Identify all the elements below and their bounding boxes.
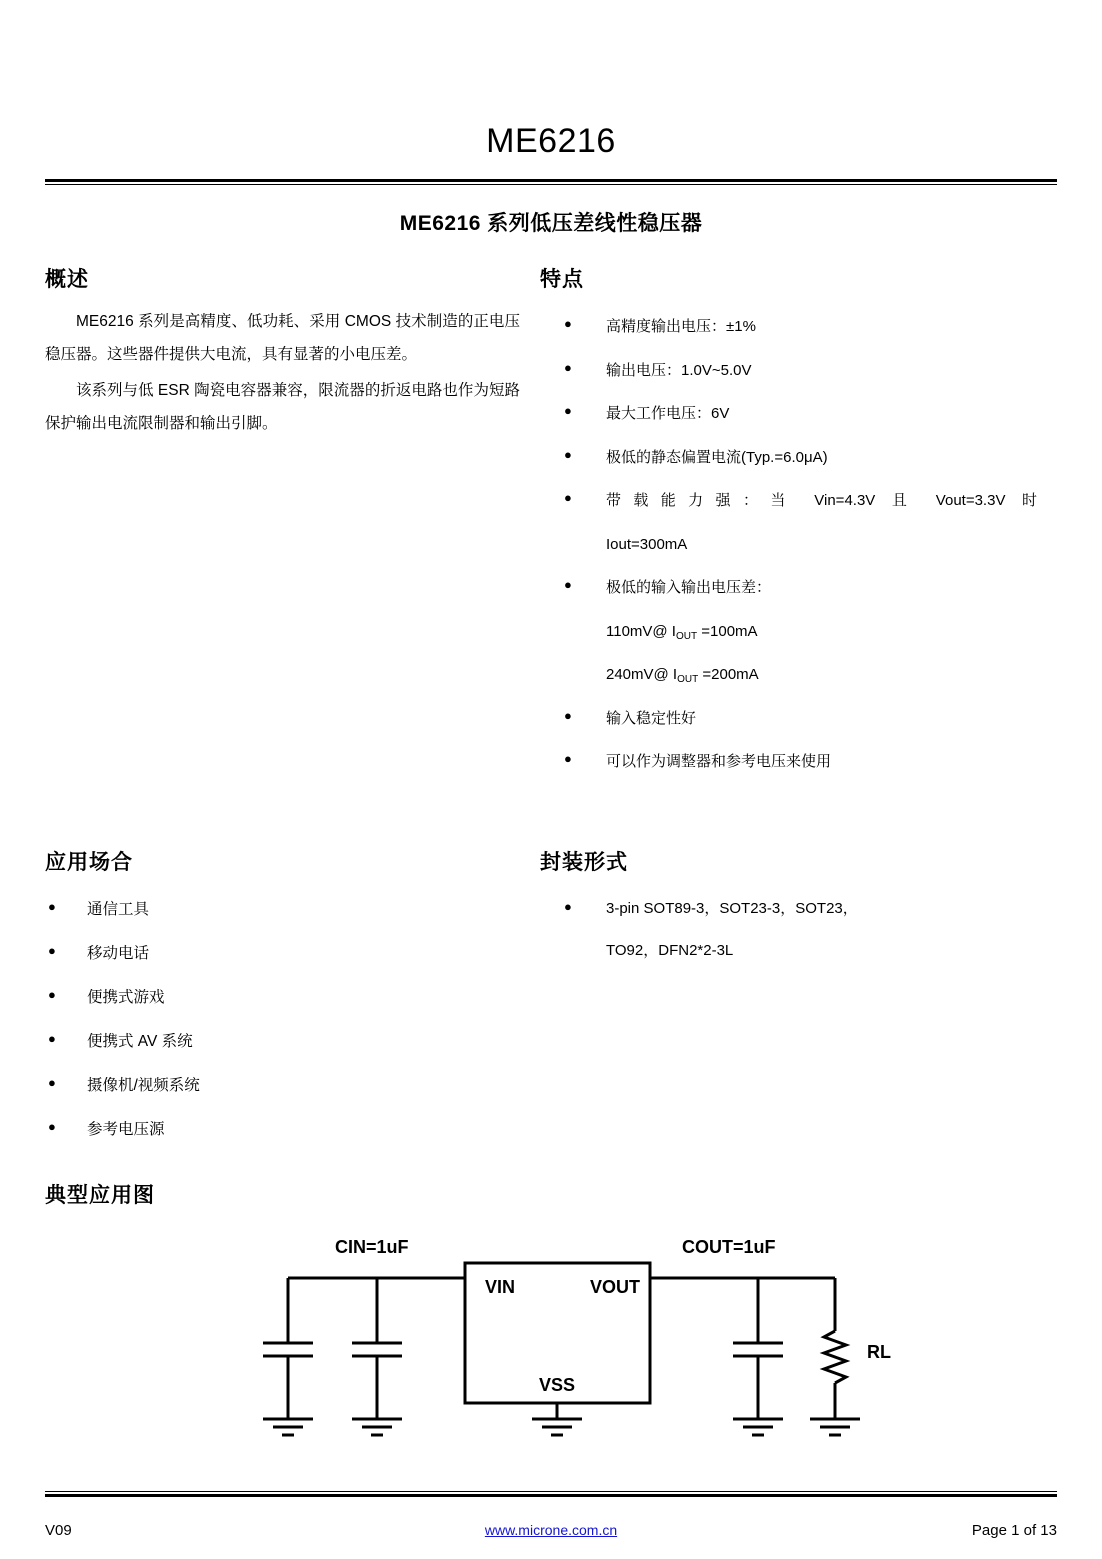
circuit-svg: [45, 1223, 1057, 1483]
overview-paragraph-2: 该系列与低 ESR 陶瓷电容器兼容，限流器的折返电路也作为短路保护输出电流限制器和输出引脚。: [45, 381, 520, 432]
label-vss: VSS: [538, 1374, 576, 1395]
feature-text: 极低的静态偏置电流(Typ.=6.0μA): [606, 448, 828, 466]
applications-list: [45, 888, 520, 1153]
feature-text: 极低的输入输出电压差：: [606, 579, 772, 596]
list-item: [540, 305, 1037, 349]
overview-column: [45, 263, 540, 784]
label-cout: COUT=1uF: [682, 1236, 776, 1257]
bullet-icon: ●: [48, 942, 56, 958]
title-divider: [45, 179, 1057, 185]
applications-column: [45, 846, 540, 1153]
feature-text: 最大工作电压：6V: [606, 405, 730, 422]
application-text: 通信工具: [87, 900, 150, 918]
top-columns: [45, 263, 1057, 784]
list-item: [45, 932, 520, 976]
feature-subtext: Iout=300mA: [606, 535, 688, 553]
ground-symbol-cin: [352, 1419, 402, 1435]
resistor-rl: [824, 1331, 846, 1383]
ground-symbol-rl: [810, 1419, 860, 1435]
middle-columns: [45, 846, 1057, 1153]
ground-symbol-source: [263, 1419, 313, 1435]
overview-paragraph-1: ME6216 系列是高精度、低功耗、采用 CMOS 技术制造的正电压稳压器。这些器件提供大电流，具有显著的小电压差。: [45, 313, 520, 364]
application-text: 参考电压源: [87, 1121, 165, 1139]
package-text-line2: TO92，DFN2*2-3L: [606, 942, 734, 960]
bullet-icon: ●: [564, 446, 572, 462]
page-title: ME6216: [486, 122, 616, 160]
package-text-line1: 3-pin SOT89-3，SOT23-3，SOT23，: [606, 899, 858, 917]
bullet-icon: ●: [48, 986, 56, 1002]
list-item: [45, 888, 520, 932]
list-item: [540, 697, 1037, 741]
list-item: [540, 888, 1037, 931]
features-column: [540, 263, 1037, 784]
list-item: [540, 392, 1037, 436]
footer-page-number: Page 1 of 13: [971, 1522, 1057, 1539]
application-text: 摄像机/视频系统: [87, 1077, 200, 1095]
bullet-icon: ●: [564, 577, 572, 592]
feature-subtext-2: 240mV@ $I_{OUT} =200mA$: [606, 666, 759, 685]
packages-column: [540, 846, 1037, 1153]
overview-heading: 概述: [45, 268, 89, 291]
subscript-out: OUT: [677, 674, 699, 685]
list-item: [540, 566, 1037, 697]
packages-heading: 封装形式: [540, 850, 628, 874]
footer-website: [379, 1522, 723, 1539]
bullet-icon: ●: [48, 1031, 56, 1047]
list-item: [540, 436, 1037, 480]
bullet-icon: ●: [564, 490, 572, 505]
subtitle-model: ME6216: [399, 212, 481, 235]
features-list: [540, 305, 1037, 784]
list-item: [45, 1020, 520, 1064]
subscript-out: OUT: [675, 630, 698, 642]
bullet-icon: ●: [564, 707, 572, 723]
document-subtitle: [45, 207, 1057, 237]
footer-divider: [45, 1491, 1057, 1497]
bullet-icon: ●: [564, 316, 572, 331]
bullet-icon: ●: [48, 898, 56, 914]
features-heading: 特点: [540, 268, 584, 291]
feature-text: 输出电压：1.0V~5.0V: [606, 361, 752, 379]
feature-text: 带载能力强：当 Vin=4.3V 且 Vout=3.3V 时: [606, 492, 1037, 509]
list-item: [45, 1108, 520, 1152]
feature-subtext-1: 110mV@ $I_{OUT} =100mA$: [606, 622, 758, 642]
bullet-icon: ●: [564, 359, 572, 375]
list-item: [45, 1064, 520, 1108]
ground-symbol-vss: [532, 1419, 582, 1435]
feature-text: 可以作为调整器和参考电压来使用: [606, 753, 832, 770]
bullet-icon: ●: [48, 1119, 56, 1135]
footer-version: V09: [45, 1522, 72, 1539]
packages-list: [540, 888, 1037, 931]
feature-text: 输入稳定性好: [606, 709, 697, 727]
list-item: [540, 479, 1037, 566]
bullet-icon: ●: [564, 898, 572, 914]
ground-symbol-cout: [733, 1419, 783, 1435]
list-item: [540, 740, 1037, 784]
typical-application-heading: 典型应用图: [45, 1183, 155, 1207]
application-text: 便携式 AV 系统: [87, 1033, 193, 1051]
bullet-icon: ●: [564, 403, 572, 418]
bullet-icon: ●: [564, 751, 572, 766]
label-vout-pin: VOUT: [589, 1276, 640, 1297]
label-cin: CIN=1uF: [335, 1236, 409, 1257]
typical-application-diagram: [45, 1223, 1057, 1483]
application-text: 便携式游戏: [87, 988, 165, 1006]
label-rl: RL: [867, 1341, 891, 1362]
website-link[interactable]: www.microne.com.cn: [484, 1522, 618, 1538]
application-text: 移动电话: [87, 944, 150, 962]
subtitle-text: 系列低压差线性稳压器: [480, 212, 703, 235]
bullet-icon: ●: [48, 1075, 56, 1091]
label-vin: VIN: [485, 1276, 516, 1297]
list-item: [540, 349, 1037, 393]
page-footer: [45, 1522, 1057, 1539]
list-item: [45, 976, 520, 1020]
applications-heading: 应用场合: [45, 850, 133, 874]
feature-text: 高精度输出电压：±1%: [606, 318, 756, 335]
